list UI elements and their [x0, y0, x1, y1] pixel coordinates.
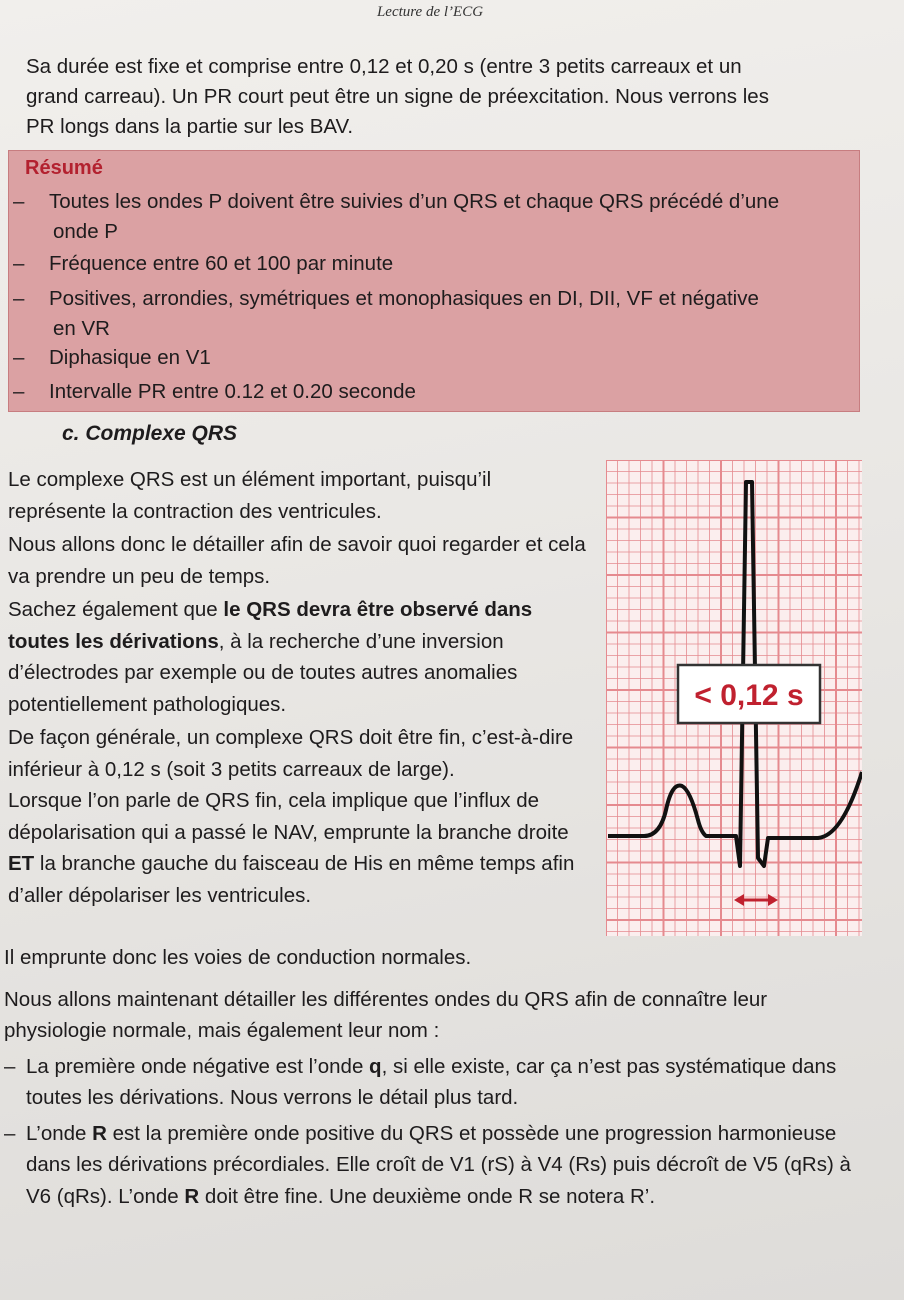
running-header: Lecture de l’ECG: [376, 4, 484, 20]
paragraph: Sachez également que le QRS devra être observé dans toutes les dérivations, à la recherche d’une inversion d’électrodes par exemple ou de toutes autres anomalies potentiellement pathologiques.: [8, 598, 533, 716]
intro-line-1: Sa durée est fixe et comprise entre 0,12 et 0,20 s (entre 3 petits carreaux et un: [26, 55, 742, 78]
resume-item: – Fréquence entre 60 et 100 par minute: [13, 252, 394, 275]
body-full: [4, 942, 870, 1212]
section-title: c. Complexe QRS: [62, 422, 238, 445]
resume-title: Résumé: [25, 157, 103, 179]
paragraph: Il emprunte donc les voies de conduction normales.: [4, 946, 472, 969]
resume-item: – Intervalle PR entre 0.12 et 0.20 seconde: [13, 380, 416, 403]
paragraph: Le complexe QRS est un élément important, puisqu’il représente la contraction des ventricules.: [8, 468, 492, 523]
paragraph: De façon générale, un complexe QRS doit être fin, c’est-à-dire inférieur à 0,12 s (soit 3 petits carreaux de large).: [8, 726, 574, 781]
paragraph: Lorsque l’on parle de QRS fin, cela implique que l’influx de dépolarisation qui a passé le NAV, emprunte la branche droite ET la branche gauche du faisceau de His en même temps afin d’aller dépolariser les ventricules.: [8, 789, 575, 907]
paragraph: Nous allons donc le détailler afin de savoir quoi regarder et cela va prendre un peu de temps.: [8, 533, 586, 588]
ecg-figure: [606, 460, 862, 936]
intro-line-2: grand carreau). Un PR court peut être un signe de préexcitation. Nous verrons les: [26, 85, 769, 108]
resume-item: – Diphasique en V1: [13, 346, 211, 369]
intro-line-3: PR longs dans la partie sur les BAV.: [26, 115, 354, 138]
body-column: [8, 464, 588, 911]
duration-label: < 0,12 s: [694, 679, 804, 712]
list-item: – L’onde R est la première onde positive du QRS et possède une progression harmonieuse dans les dérivations précordiales. Elle croît de V1 (rS) à V4 (Rs) puis décroît de V5 (qRs) à V6 (qRs). L’onde R doit être fine. Une deuxième onde R se notera R’.: [4, 1121, 851, 1208]
resume-box: [8, 150, 860, 412]
resume-item: – Toutes les ondes P doivent être suivies d’un QRS et chaque QRS précédé d’une onde P: [13, 190, 780, 243]
paragraph: Nous allons maintenant détailler les différentes ondes du QRS afin de connaître leur physiologie normale, mais également leur nom :: [4, 987, 768, 1042]
resume-item: – Positives, arrondies, symétriques et monophasiques en DI, DII, VF et négative en VR: [13, 287, 759, 340]
list-item: – La première onde négative est l’onde q, si elle existe, car ça n’est pas systématique dans toutes les dérivations. Nous verrons le détail plus tard.: [4, 1054, 837, 1109]
